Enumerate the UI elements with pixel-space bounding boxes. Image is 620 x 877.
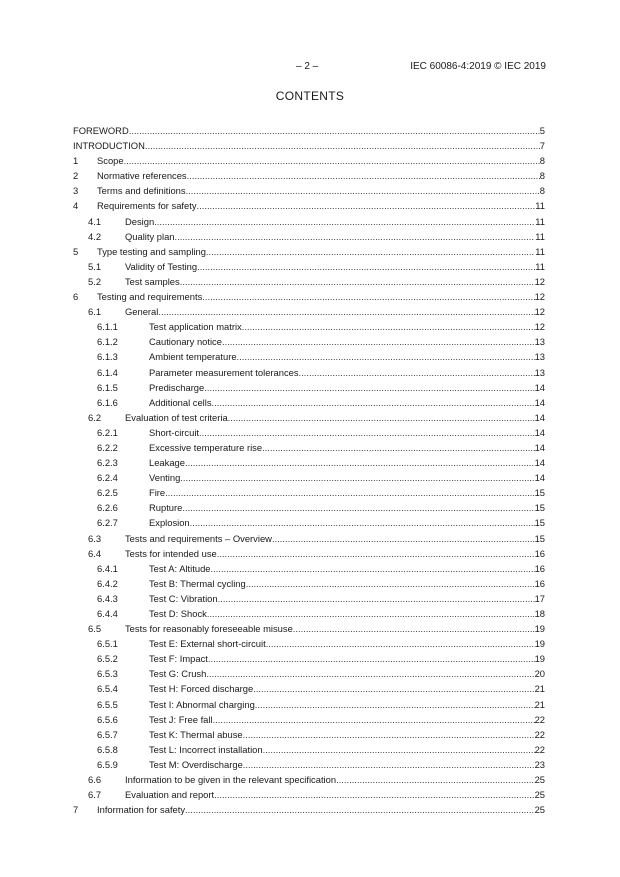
toc-entry[interactable]	[73, 698, 545, 713]
toc-entry-page: 5	[539, 125, 545, 136]
toc-entry-title: Tests for reasonably foreseeable misuse	[125, 623, 293, 635]
toc-leader-dots	[217, 547, 535, 560]
toc-leader-dots	[243, 758, 535, 771]
toc-entry-number: 6.5.3	[97, 668, 118, 680]
toc-entry-page: 13	[534, 336, 545, 348]
toc-entry-page: 12	[534, 291, 545, 303]
toc-entry-title: FOREWORD	[73, 125, 129, 136]
toc-leader-dots	[242, 320, 535, 333]
toc-leader-dots	[186, 184, 540, 197]
toc-entry-number: 6	[73, 291, 79, 303]
toc-entry-title: Terms and definitions	[97, 185, 186, 197]
toc-entry[interactable]	[73, 622, 545, 637]
toc-entry-title: Test application matrix	[149, 321, 242, 333]
toc-entry-number: 6.4.4	[97, 608, 118, 619]
toc-entry[interactable]	[73, 682, 545, 697]
toc-entry-title: Test M: Overdischarge	[149, 758, 243, 770]
toc-entry-number: 6.4	[88, 547, 102, 559]
toc-entry-title: Requirements for safety	[97, 200, 197, 212]
toc-leader-dots	[208, 652, 535, 665]
toc-entry-number: 5.2	[88, 275, 102, 287]
standard-reference: IEC 60086-4:2019 © IEC 2019	[410, 61, 546, 72]
toc-leader-dots	[180, 275, 535, 288]
toc-entry-number: 6.2.1	[97, 426, 118, 438]
toc-entry-title: Evaluation and report	[125, 789, 215, 801]
toc-leader-dots	[175, 230, 536, 243]
toc-entry-page: 13	[534, 366, 545, 378]
toc-entry-title: Leakage	[149, 457, 185, 469]
toc-leader-dots	[237, 350, 535, 363]
toc-entry-page: 14	[534, 426, 545, 438]
toc-entry-title: Excessive temperature rise	[149, 441, 263, 453]
toc-entry-title: Testing and requirements	[97, 291, 203, 303]
toc-entry-title: Rupture	[149, 502, 183, 514]
toc-leader-dots	[206, 245, 535, 258]
toc-entry-title: Test A: Altitude	[149, 562, 211, 574]
toc-entry-title: Test G: Crush	[149, 668, 207, 680]
toc-entry-title: Test B: Thermal cycling	[149, 577, 246, 589]
toc-entry[interactable]	[73, 728, 545, 743]
toc-leader-dots	[212, 396, 535, 409]
toc-entry-number: 6.3	[88, 532, 102, 544]
toc-entry-page: 14	[534, 411, 545, 423]
toc-entry[interactable]	[73, 245, 545, 260]
toc-entry-title: INTRODUCTION	[73, 140, 145, 152]
toc-leader-dots	[197, 260, 535, 273]
toc-entry[interactable]	[73, 199, 545, 214]
toc-entry-title: Test D: Shock	[149, 608, 207, 619]
toc-entry-number: 6.2.2	[97, 441, 118, 453]
toc-entry-page: 11	[535, 245, 545, 257]
toc-entry-number: 6.1.2	[97, 336, 118, 348]
toc-entry-title: Test L: Incorrect installation	[149, 743, 263, 755]
toc-entry-page: 22	[534, 743, 545, 755]
toc-leader-dots	[207, 607, 535, 620]
toc-entry[interactable]	[73, 773, 545, 788]
toc-entry-title: Design	[125, 215, 155, 227]
toc-leader-dots	[185, 803, 535, 816]
toc-entry-number: 6.5.9	[97, 758, 118, 770]
toc-entry-page: 19	[534, 623, 545, 635]
toc-entry-number: 6.5.8	[97, 743, 118, 755]
toc-entry-page: 15	[534, 532, 545, 544]
toc-entry[interactable]	[73, 713, 545, 728]
toc-entry-page: 16	[534, 562, 545, 574]
toc-leader-dots	[124, 154, 540, 167]
toc-entry-number: 6.2.7	[97, 517, 118, 529]
toc-entry-title: Test J: Free fall	[149, 713, 213, 725]
toc-leader-dots	[165, 486, 534, 499]
toc-entry[interactable]	[73, 350, 545, 365]
toc-entry-title: Normative references	[97, 170, 187, 182]
toc-entry[interactable]	[73, 803, 545, 818]
toc-entry-number: 6.5.5	[97, 698, 118, 710]
toc-leader-dots	[214, 788, 534, 801]
toc-entry-page: 12	[534, 321, 545, 333]
toc-leader-dots	[299, 366, 535, 379]
toc-entry-title: General	[125, 306, 159, 318]
toc-entry[interactable]	[73, 501, 545, 516]
toc-entry-title: Test C: Vibration	[149, 592, 218, 604]
toc-entry-title: Explosion	[149, 517, 190, 529]
toc-entry-page: 13	[534, 351, 545, 363]
toc-leader-dots	[204, 381, 534, 394]
toc-entry-page: 25	[534, 774, 545, 786]
toc-entry-title: Tests for intended use	[125, 547, 217, 559]
toc-entry-page: 11	[535, 200, 545, 212]
toc-entry-page: 23	[534, 758, 545, 770]
toc-entry-title: Type testing and sampling	[97, 245, 206, 257]
toc-leader-dots	[266, 637, 535, 650]
toc-entry[interactable]	[73, 381, 545, 396]
toc-entry-number: 6.2.3	[97, 457, 118, 469]
toc-entry[interactable]	[73, 486, 545, 501]
toc-entry-number: 6.2.5	[97, 487, 118, 499]
toc-leader-dots	[272, 532, 535, 545]
toc-entry-title: Fire	[149, 487, 166, 499]
toc-entry-number: 4	[73, 200, 79, 212]
toc-leader-dots	[154, 215, 535, 228]
toc-leader-dots	[182, 501, 534, 514]
toc-leader-dots	[129, 124, 540, 137]
toc-entry-page: 16	[534, 577, 545, 589]
toc-entry[interactable]	[73, 305, 545, 320]
toc-entry-title: Test H: Forced discharge	[149, 683, 254, 695]
toc-entry[interactable]	[73, 169, 545, 184]
toc-entry[interactable]	[73, 547, 545, 562]
toc-leader-dots	[145, 139, 540, 152]
toc-leader-dots	[197, 199, 536, 212]
toc-entry-title: Scope	[97, 155, 124, 167]
toc-leader-dots	[185, 456, 535, 469]
toc-entry-number: 6.1.3	[97, 351, 118, 363]
toc-entry[interactable]	[73, 320, 545, 335]
toc-entry-title: Test samples	[125, 275, 180, 287]
toc-entry-number: 6.1	[88, 306, 102, 318]
toc-leader-dots	[190, 516, 535, 529]
toc-entry[interactable]	[73, 124, 545, 139]
toc-entry-title: Information for safety	[97, 804, 186, 816]
toc-leader-dots	[158, 305, 534, 318]
toc-leader-dots	[202, 290, 534, 303]
toc-entry-title: Evaluation of test criteria	[125, 411, 228, 423]
toc-entry-number: 2	[73, 170, 79, 182]
toc-leader-dots	[199, 426, 535, 439]
toc-entry-number: 6.5	[88, 623, 102, 635]
page-number: – 2 –	[296, 61, 319, 72]
toc-entry[interactable]	[73, 275, 545, 290]
toc-entry-title: Cautionary notice	[149, 336, 222, 348]
toc-entry[interactable]	[73, 154, 545, 169]
toc-entry-number: 6.5.1	[97, 638, 118, 650]
toc-entry-page: 25	[534, 789, 545, 801]
toc-entry-number: 6.5.2	[97, 653, 118, 665]
toc-entry-number: 5.1	[88, 260, 102, 272]
toc-entry[interactable]	[73, 562, 545, 577]
toc-entry[interactable]	[73, 215, 545, 230]
toc-entry-title: Quality plan	[125, 230, 175, 242]
toc-entry-page: 14	[534, 457, 545, 469]
toc-leader-dots	[228, 411, 535, 424]
toc-entry[interactable]	[73, 456, 545, 471]
toc-entry[interactable]	[73, 260, 545, 275]
toc-entry-page: 22	[534, 713, 545, 725]
toc-entry[interactable]	[73, 335, 545, 350]
toc-leader-dots	[211, 562, 535, 575]
toc-entry-title: Venting	[149, 472, 181, 484]
toc-entry[interactable]	[73, 411, 545, 426]
toc-leader-dots	[222, 335, 535, 348]
toc-entry-page: 8	[539, 170, 545, 182]
toc-entry[interactable]	[73, 139, 545, 154]
toc-entry[interactable]	[73, 637, 545, 652]
toc-leader-dots	[243, 728, 535, 741]
toc-entry-number: 7	[73, 804, 79, 816]
toc-entry-page: 19	[534, 638, 545, 650]
toc-entry-page: 12	[534, 275, 545, 287]
toc-entry-title: Test K: Thermal abuse	[149, 728, 243, 740]
toc-entry-page: 8	[539, 185, 545, 197]
toc-leader-dots	[180, 471, 534, 484]
toc-leader-dots	[336, 773, 535, 786]
toc-entry-number: 4.2	[88, 230, 102, 242]
toc-entry[interactable]	[73, 471, 545, 486]
toc-entry-number: 4.1	[88, 215, 102, 227]
toc-entry-title: Tests and requirements – Overview	[125, 532, 272, 544]
toc-entry-title: Short-circuit	[149, 426, 200, 438]
toc-entry-page: 14	[534, 381, 545, 393]
toc-entry-number: 5	[73, 245, 79, 257]
toc-entry-number: 6.5.4	[97, 683, 118, 695]
toc-entry[interactable]	[73, 426, 545, 441]
toc-entry[interactable]	[73, 667, 545, 682]
toc-entry[interactable]	[73, 607, 545, 622]
toc-leader-dots	[206, 667, 534, 680]
toc-entry-page: 22	[534, 728, 545, 740]
toc-entry[interactable]	[73, 366, 545, 381]
toc-entry-page: 14	[534, 441, 545, 453]
toc-entry[interactable]	[73, 441, 545, 456]
toc-entry-number: 3	[73, 185, 79, 197]
toc-leader-dots	[218, 592, 535, 605]
toc-entry-page: 14	[534, 396, 545, 408]
toc-entry-page: 8	[539, 155, 545, 167]
toc-entry[interactable]	[73, 184, 545, 199]
toc-entry[interactable]	[73, 758, 545, 773]
toc-entry-page: 20	[534, 668, 545, 680]
toc-entry-number: 6.2	[88, 411, 102, 423]
toc-entry-page: 15	[534, 487, 545, 499]
toc-leader-dots	[255, 698, 535, 711]
toc-entry-page: 15	[534, 502, 545, 514]
toc-entry-number: 6.1.1	[97, 321, 118, 333]
toc-entry-page: 18	[534, 608, 545, 619]
toc-entry-page: 21	[534, 683, 545, 695]
toc-leader-dots	[262, 441, 534, 454]
toc-entry-title: Test E: External short-circuit	[149, 638, 266, 650]
toc-entry-number: 6.2.4	[97, 472, 118, 484]
toc-entry-page: 15	[534, 517, 545, 529]
toc-entry[interactable]	[73, 532, 545, 547]
toc-leader-dots	[213, 713, 535, 726]
page-title: CONTENTS	[275, 89, 345, 103]
toc-entry[interactable]	[73, 592, 545, 607]
table-of-contents	[73, 124, 545, 818]
toc-entry-number: 6.4.3	[97, 592, 118, 604]
toc-entry-page: 16	[534, 547, 545, 559]
toc-entry-title: Additional cells	[149, 396, 212, 408]
toc-entry-number: 6.4.1	[97, 562, 118, 574]
toc-leader-dots	[246, 577, 535, 590]
toc-entry-number: 6.2.6	[97, 502, 118, 514]
toc-entry-number: 6.1.6	[97, 396, 118, 408]
toc-entry-number: 6.1.5	[97, 381, 118, 393]
toc-entry-title: Test F: Impact	[149, 653, 208, 665]
toc-entry-title: Predischarge	[149, 381, 205, 393]
toc-entry-page: 11	[535, 230, 545, 242]
toc-entry[interactable]	[73, 788, 545, 803]
toc-entry-number: 6.4.2	[97, 577, 118, 589]
toc-entry-title: Parameter measurement tolerances	[149, 366, 299, 378]
toc-entry-page: 12	[534, 306, 545, 318]
toc-entry-page: 11	[535, 215, 545, 227]
toc-entry-page: 25	[534, 804, 545, 816]
toc-leader-dots	[253, 682, 534, 695]
toc-entry-number: 6.5.6	[97, 713, 118, 725]
toc-entry[interactable]	[73, 516, 545, 531]
toc-entry[interactable]	[73, 290, 545, 305]
toc-entry[interactable]	[73, 577, 545, 592]
toc-entry-page: 17	[534, 592, 545, 604]
toc-entry-page: 14	[534, 472, 545, 484]
toc-entry-number: 6.6	[88, 774, 102, 786]
toc-entry-page: 21	[534, 698, 545, 710]
toc-leader-dots	[293, 622, 535, 635]
toc-entry-title: Ambient temperature	[149, 351, 237, 363]
toc-entry[interactable]	[73, 743, 545, 758]
toc-entry-page: 11	[535, 260, 545, 272]
toc-entry[interactable]	[73, 652, 545, 667]
toc-leader-dots	[187, 169, 540, 182]
toc-entry-title: Test I: Abnormal charging	[149, 698, 255, 710]
toc-entry-page: 19	[534, 653, 545, 665]
toc-entry-title: Information to be given in the relevant specification	[125, 774, 337, 786]
toc-entry-number: 6.1.4	[97, 366, 118, 378]
toc-entry-number: 6.5.7	[97, 728, 118, 740]
toc-entry-title: Validity of Testing	[125, 260, 198, 272]
toc-entry-number: 1	[73, 155, 79, 167]
toc-entry-page: 7	[539, 140, 545, 152]
toc-leader-dots	[263, 743, 535, 756]
toc-entry[interactable]	[73, 396, 545, 411]
toc-entry[interactable]	[73, 230, 545, 245]
toc-entry-number: 6.7	[88, 789, 102, 801]
